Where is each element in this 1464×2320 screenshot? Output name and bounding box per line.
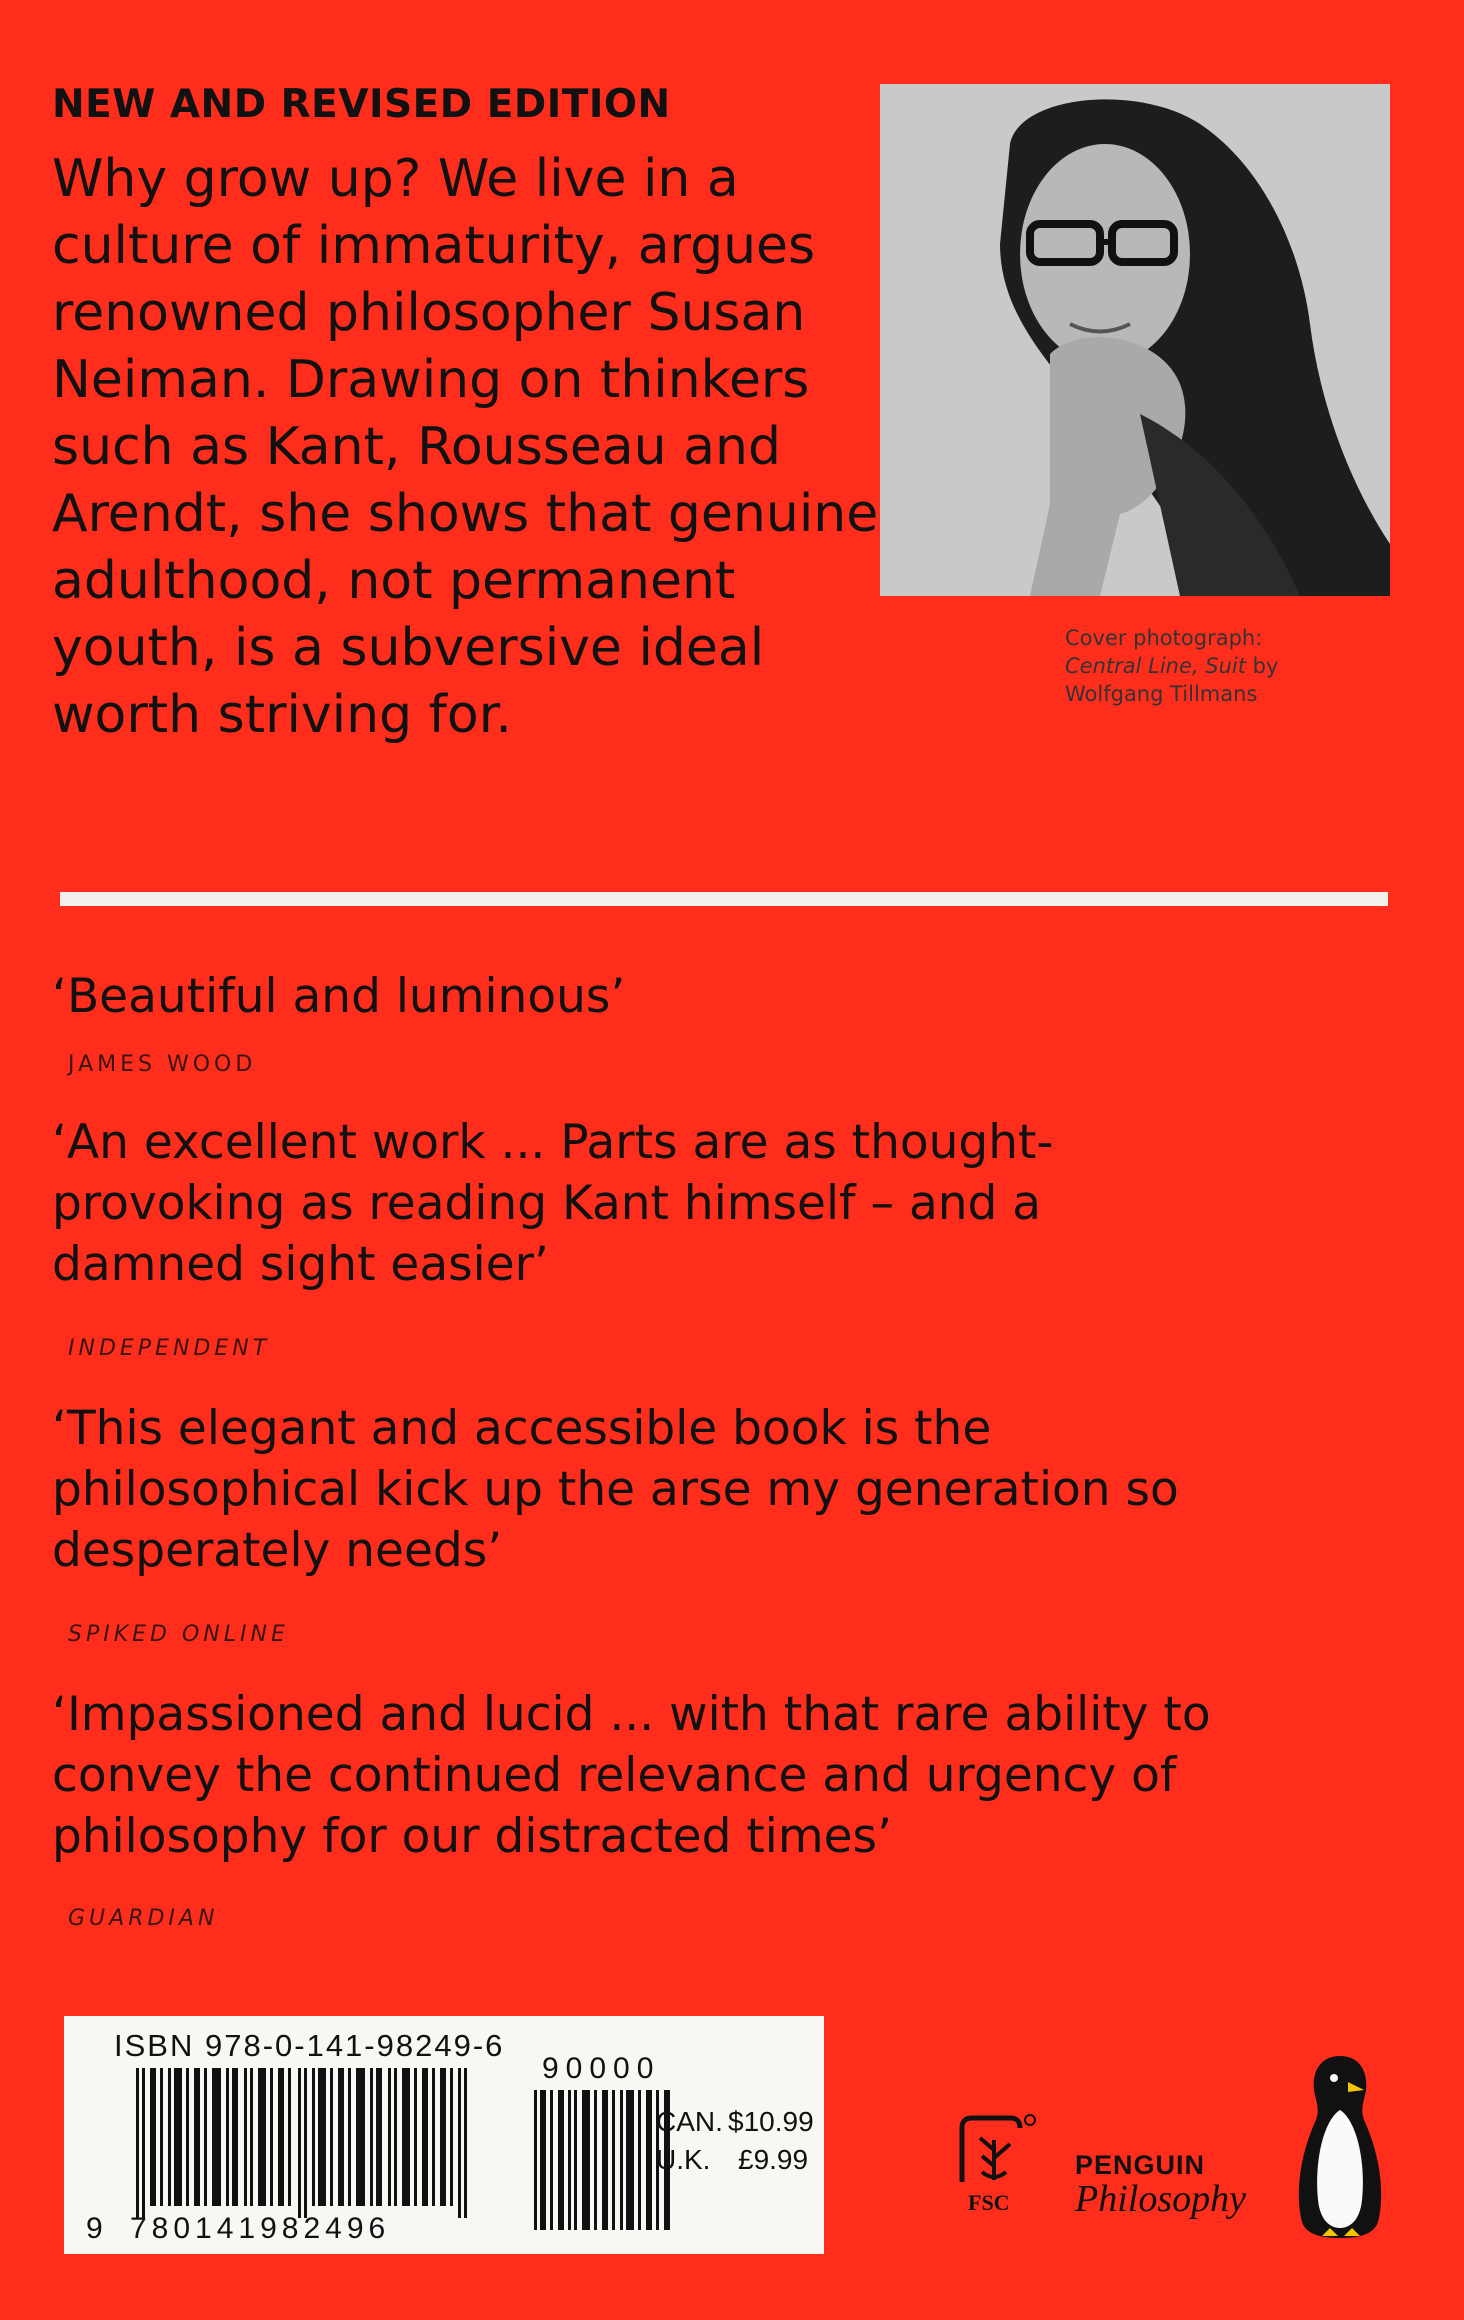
quote-3-source: SPIKED ONLINE — [68, 1622, 289, 1647]
quote-1: ‘Beautiful and luminous’ — [52, 969, 626, 1024]
quote-2-source: INDEPENDENT — [68, 1336, 271, 1361]
caption-title: Central Line, Suit — [1065, 654, 1246, 678]
fsc-logo-icon — [952, 2110, 1042, 2220]
publisher-series: Philosophy — [1075, 2178, 1246, 2220]
quote-1-source: JAMES WOOD — [68, 1052, 257, 1077]
price-uk-value: £9.99 — [738, 2144, 809, 2175]
quote-4-source: GUARDIAN — [68, 1906, 219, 1931]
publisher-brand: PENGUIN — [1075, 2150, 1206, 2180]
isbn-label: ISBN 978-0-141-98249-6 — [114, 2028, 505, 2063]
penguin-logo-icon — [1290, 2050, 1390, 2240]
edition-label: NEW AND REVISED EDITION — [52, 82, 671, 127]
price-uk-label: U.K. — [656, 2144, 711, 2175]
caption-by: by — [1245, 654, 1279, 678]
barcode-bars — [136, 2068, 476, 2218]
author-portrait-image — [880, 84, 1390, 596]
caption-photographer: Wolfgang Tillmans — [1065, 682, 1258, 706]
quote-4: ‘Impassioned and lucid ... with that rare ability to convey the continued relevance and urgency of philosophy for our distracted times’ — [52, 1687, 1211, 1864]
divider-rule — [60, 892, 1388, 906]
photo-caption — [1065, 624, 1325, 708]
quote-3: ‘This elegant and accessible book is the philosophical kick up the arse my generation so desperately needs’ — [52, 1401, 1179, 1578]
barcode-box — [64, 2016, 824, 2254]
caption-line1: Cover photograph: — [1065, 626, 1263, 650]
barcode-lead-digit: 9 — [86, 2212, 103, 2245]
price-can-label: CAN. — [656, 2106, 723, 2137]
fsc-text: FSC — [968, 2190, 1010, 2215]
publisher-block — [1075, 2150, 1246, 2221]
barcode-digits: 780141982496 — [130, 2212, 391, 2245]
price-can-value: $10.99 — [728, 2106, 814, 2137]
blurb-text: Why grow up? We live in a culture of immaturity, argues renowned philosopher Susan Neiman. Drawing on thinkers such as Kant, Rousseau and Arendt, she shows that genuine adulthood, not permanent youth, is a subversive ideal worth striving for. — [52, 149, 879, 745]
barcode-addon-bars — [534, 2090, 674, 2230]
author-photo — [880, 84, 1390, 596]
barcode-addon-number: 90000 — [542, 2052, 661, 2085]
quote-2: ‘An excellent work ... Parts are as thought-provoking as reading Kant himself – and a damned sight easier’ — [52, 1115, 1054, 1292]
